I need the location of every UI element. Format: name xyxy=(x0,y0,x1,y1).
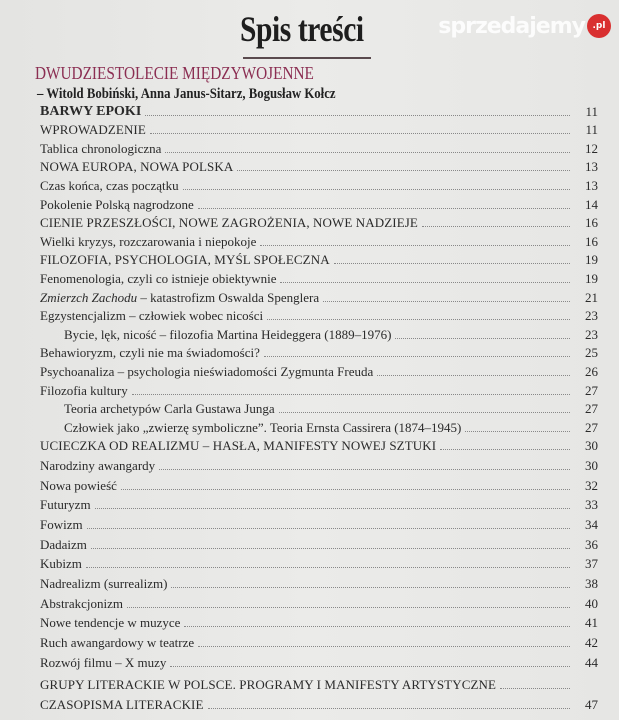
watermark: sprzedajemy xyxy=(438,14,585,39)
toc-entry xyxy=(40,612,598,632)
dot-leader xyxy=(132,394,570,395)
toc-entry-page: 42 xyxy=(585,635,598,651)
toc-entry-page: 11 xyxy=(585,122,598,138)
toc-entry-text: Filozofia kultury xyxy=(40,382,128,398)
toc-entry xyxy=(40,474,598,494)
toc-entry-page: 44 xyxy=(585,654,598,670)
dot-leader xyxy=(334,263,570,264)
toc-entry-label xyxy=(40,458,155,474)
toc-entry-label xyxy=(40,141,161,157)
dot-leader xyxy=(159,469,570,470)
toc-entry-page: 19 xyxy=(585,270,598,286)
dot-leader xyxy=(377,375,570,376)
toc-entry-text: Kubizm xyxy=(40,556,82,572)
toc-entry-text: Wielki kryzys, rozczarowania i niepokoje xyxy=(40,233,257,249)
toc-entry-label xyxy=(40,537,87,553)
dot-leader xyxy=(422,226,570,227)
toc-entry-label xyxy=(40,178,179,194)
dot-leader xyxy=(121,489,570,490)
toc-entry-page: 13 xyxy=(585,177,598,193)
toc-entry-text: Ruch awangardowy w teatrze xyxy=(40,635,195,651)
toc-entry-page: 38 xyxy=(585,576,598,592)
toc-entry xyxy=(40,631,598,651)
toc-entry-page: 41 xyxy=(585,615,598,631)
toc-entry xyxy=(40,268,598,287)
toc-entry-page: 37 xyxy=(585,556,598,572)
toc-entry-page: 11 xyxy=(585,103,598,119)
toc-entry-label xyxy=(40,345,260,361)
toc-entry xyxy=(40,513,598,533)
toc-entry-label xyxy=(40,596,123,612)
dot-leader xyxy=(260,245,570,246)
toc-entry-label xyxy=(64,327,391,343)
toc-entry-label xyxy=(40,677,496,693)
dot-leader xyxy=(264,356,570,357)
dot-leader xyxy=(237,170,570,171)
toc-entry-page: 30 xyxy=(585,457,598,473)
toc-entry xyxy=(40,454,598,474)
toc-entry xyxy=(40,287,598,306)
toc-entry-label xyxy=(40,104,141,120)
dot-leader xyxy=(198,646,570,647)
toc-entry-text: Fenomenologia, czyli co istnieje obiektywnie xyxy=(40,270,277,286)
toc-entry-label xyxy=(40,556,82,572)
toc-entry-label xyxy=(64,420,461,436)
toc-entry xyxy=(40,306,598,325)
toc-entry-page: 30 xyxy=(585,438,598,454)
toc-entry-text: Psychoanaliza – psychologia nieświadomości Zygmunta Freuda xyxy=(40,363,374,379)
toc-entry-text: Behawioryzm, czyli nie ma świadomości? xyxy=(40,345,260,361)
toc-entry-label xyxy=(40,383,128,399)
section-title: DWUDZIESTOLECIE MIĘDZYWOJENNE xyxy=(35,63,314,83)
dot-leader xyxy=(95,508,570,509)
toc-list xyxy=(40,101,598,713)
toc-entry-text: Nowa powieść xyxy=(40,477,117,493)
watermark-badge: .pl xyxy=(587,14,611,38)
toc-entry-text: Człowiek jako „zwierzę symboliczne”. Teoria Ernsta Cassirera (1874–1945) xyxy=(64,419,462,435)
toc-entry-page: 16 xyxy=(585,215,598,231)
toc-entry-page: 16 xyxy=(585,233,598,249)
toc-entry xyxy=(40,671,598,693)
dot-leader xyxy=(440,449,570,450)
toc-entry-text: NOWA EUROPA, NOWA POLSKA xyxy=(40,159,234,175)
toc-entry xyxy=(40,138,598,157)
dot-leader xyxy=(170,666,570,667)
toc-entry-page: 34 xyxy=(585,517,598,533)
toc-entry xyxy=(40,231,598,250)
dot-leader xyxy=(127,607,570,608)
toc-entry-text: Teoria archetypów Carla Gustawa Junga xyxy=(64,401,275,417)
toc-entry-text: Bycie, lęk, nicość – filozofia Martina Heideggera (1889–1976) xyxy=(64,326,392,342)
toc-entry-italic-title: Zmierzch Zachodu xyxy=(40,289,138,305)
toc-entry xyxy=(40,361,598,380)
toc-entry xyxy=(40,120,598,139)
toc-entry-page: 23 xyxy=(585,326,598,342)
toc-entry xyxy=(40,250,598,269)
toc-entry-text: Narodziny awangardy xyxy=(40,457,156,473)
dot-leader xyxy=(171,587,570,588)
toc-entry-label xyxy=(40,271,276,287)
page-title: Spis treści xyxy=(240,9,364,49)
toc-entry-label xyxy=(40,308,263,324)
toc-entry xyxy=(40,101,598,120)
toc-entry xyxy=(40,399,598,418)
toc-entry-page: 32 xyxy=(585,477,598,493)
toc-entry-label xyxy=(40,159,233,175)
dot-leader xyxy=(279,412,570,413)
title-underline xyxy=(243,57,371,59)
dot-leader xyxy=(395,338,570,339)
dot-leader xyxy=(87,528,570,529)
toc-entry-page: 27 xyxy=(585,419,598,435)
toc-entry-label xyxy=(40,655,166,671)
toc-entry-label xyxy=(40,697,204,713)
toc-entry-label xyxy=(40,478,117,494)
toc-entry-text: Egzystencjalizm – człowiek wobec nicości xyxy=(40,308,264,324)
toc-entry-text: Czas końca, czas początku xyxy=(40,177,179,193)
toc-entry xyxy=(40,213,598,232)
toc-entry-text: Nadrealizm (surrealizm) xyxy=(40,576,168,592)
toc-entry-page: 23 xyxy=(585,308,598,324)
toc-entry-page: 19 xyxy=(585,252,598,268)
toc-entry-page: 12 xyxy=(585,140,598,156)
toc-entry-text: GRUPY LITERACKIE W POLSCE. PROGRAMY I MANIFESTY ARTYSTYCZNE xyxy=(40,676,497,692)
toc-entry-page: 25 xyxy=(585,345,598,361)
toc-entry-page: 47 xyxy=(585,696,598,712)
toc-entry-label xyxy=(40,290,319,306)
toc-entry-text: Nowe tendencje w muzyce xyxy=(40,615,181,631)
toc-entry-label xyxy=(40,615,180,631)
toc-entry-label xyxy=(40,234,256,250)
dot-leader xyxy=(500,688,570,689)
toc-entry xyxy=(40,194,598,213)
toc-entry-page: 40 xyxy=(585,595,598,611)
toc-entry-text: Futuryzm xyxy=(40,497,91,513)
toc-entry xyxy=(40,157,598,176)
toc-entry-text: CZASOPISMA LITERACKIE xyxy=(40,696,204,712)
authors: – Witold Bobiński, Anna Janus-Sitarz, Bogusław Kołcz xyxy=(37,86,336,102)
toc-entry xyxy=(40,533,598,553)
toc-entry xyxy=(40,572,598,592)
toc-entry-page: 21 xyxy=(585,289,598,305)
toc-entry-page: 33 xyxy=(585,497,598,513)
toc-entry xyxy=(40,494,598,514)
toc-entry-label xyxy=(40,122,146,138)
dot-leader xyxy=(165,152,570,153)
toc-entry-page: 36 xyxy=(585,536,598,552)
dot-leader xyxy=(86,567,570,568)
toc-entry-text: FILOZOFIA, PSYCHOLOGIA, MYŚL SPOŁECZNA xyxy=(40,252,330,268)
toc-entry-text: Dadaizm xyxy=(40,536,87,552)
toc-entry xyxy=(40,417,598,436)
toc-entry xyxy=(40,436,598,455)
toc-entry xyxy=(40,324,598,343)
toc-entry-label xyxy=(40,197,194,213)
toc-entry-text: UCIECZKA OD REALIZMU – HASŁA, MANIFESTY NOWEJ SZTUKI xyxy=(40,438,437,454)
dot-leader xyxy=(145,115,570,116)
toc-entry xyxy=(40,343,598,362)
toc-entry xyxy=(40,175,598,194)
toc-entry-page: 14 xyxy=(585,196,598,212)
toc-entry-text: Rozwój filmu – X muzy xyxy=(40,654,167,670)
toc-entry-label xyxy=(40,576,167,592)
toc-entry-text: CIENIE PRZESZŁOŚCI, NOWE ZAGROŻENIA, NOWE NADZIEJE xyxy=(40,215,418,231)
toc-entry-page: 27 xyxy=(585,401,598,417)
toc-entry-label xyxy=(40,252,330,268)
dot-leader xyxy=(91,548,570,549)
dot-leader xyxy=(184,626,570,627)
toc-entry-text: WPROWADZENIE xyxy=(40,122,146,138)
toc-entry-label xyxy=(64,401,275,417)
toc-entry-page: 27 xyxy=(585,382,598,398)
toc-entry-text: BARWY EPOKI xyxy=(40,103,142,119)
toc-entry xyxy=(40,380,598,399)
dot-leader xyxy=(150,133,570,134)
toc-entry-label xyxy=(40,517,83,533)
dot-leader xyxy=(323,301,570,302)
toc-entry-label xyxy=(40,364,373,380)
toc-entry-label xyxy=(40,215,418,231)
toc-entry-label xyxy=(40,438,436,454)
toc-entry xyxy=(40,553,598,573)
toc-entry xyxy=(40,592,598,612)
toc-entry xyxy=(40,693,598,713)
toc-entry-page: 26 xyxy=(585,363,598,379)
dot-leader xyxy=(208,708,570,709)
toc-entry-text: Fowizm xyxy=(40,517,83,533)
toc-entry-text: – katastrofizm Oswalda Spenglera xyxy=(137,289,320,305)
toc-entry-text: Abstrakcjonizm xyxy=(40,595,124,611)
dot-leader xyxy=(465,431,570,432)
toc-entry-page: 13 xyxy=(585,159,598,175)
dot-leader xyxy=(198,208,570,209)
toc-entry-text: Tablica chronologiczna xyxy=(40,140,162,156)
dot-leader xyxy=(280,282,570,283)
dot-leader xyxy=(183,189,570,190)
toc-entry-label xyxy=(40,497,91,513)
dot-leader xyxy=(267,319,570,320)
toc-entry xyxy=(40,651,598,671)
toc-entry-text: Pokolenie Polską nagrodzone xyxy=(40,196,194,212)
toc-entry-label xyxy=(40,635,194,651)
